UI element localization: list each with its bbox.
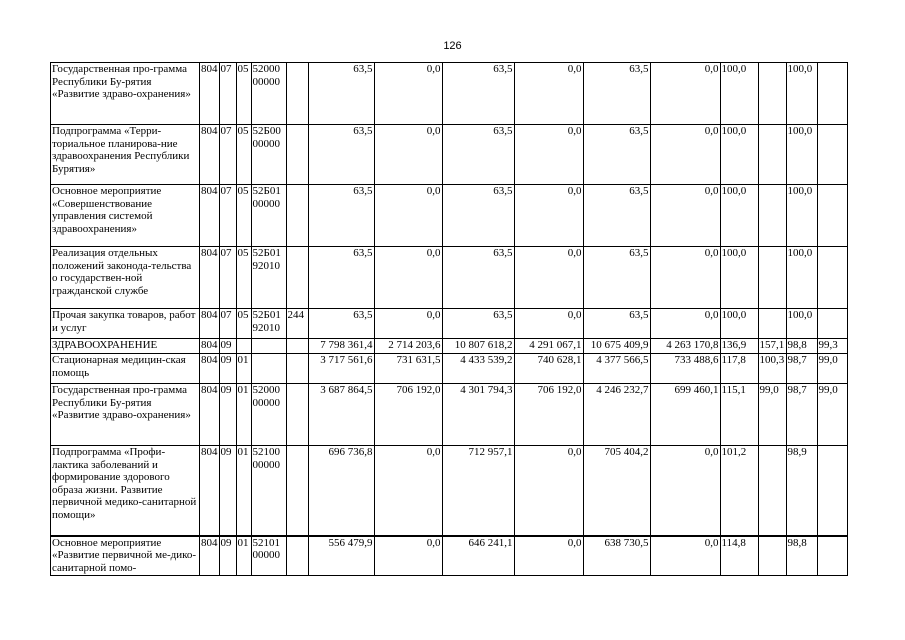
percent-1: 100,0 [720, 125, 758, 185]
ved-code: 804 [200, 446, 220, 536]
value-6: 0,0 [650, 247, 720, 309]
value-6: 0,0 [650, 536, 720, 576]
value-3: 646 241,1 [442, 536, 514, 576]
target-article-code [251, 354, 286, 384]
row-name: Основное мероприятие «Развитие первичной ме-дико-санитарной помо- [51, 536, 200, 576]
percent-4 [817, 185, 847, 247]
value-5: 63,5 [583, 125, 650, 185]
expense-type-code [286, 354, 308, 384]
row-name: Основное мероприятие «Совершенствование управления системой здравоохранения» [51, 185, 200, 247]
table-body [51, 63, 848, 576]
percent-2 [758, 536, 786, 576]
expense-type-code [286, 247, 308, 309]
row-name: Стационарная медицин-ская помощь [51, 354, 200, 384]
percent-1: 117,8 [720, 354, 758, 384]
value-2: 731 631,5 [374, 354, 442, 384]
value-1: 63,5 [308, 63, 374, 125]
value-2: 0,0 [374, 446, 442, 536]
percent-3: 100,0 [786, 309, 817, 339]
value-6: 0,0 [650, 446, 720, 536]
expense-type-code [286, 384, 308, 446]
expense-type-code [286, 536, 308, 576]
section-code: 09 [219, 536, 236, 576]
value-3: 63,5 [442, 247, 514, 309]
value-2: 0,0 [374, 63, 442, 125]
value-5: 4 246 232,7 [583, 384, 650, 446]
value-4: 0,0 [514, 247, 583, 309]
percent-2: 99,0 [758, 384, 786, 446]
table-row [51, 125, 848, 185]
table-row [51, 536, 848, 576]
percent-4 [817, 125, 847, 185]
value-6: 4 263 170,8 [650, 339, 720, 354]
value-2: 706 192,0 [374, 384, 442, 446]
row-name: Прочая закупка товаров, работ и услуг [51, 309, 200, 339]
ved-code: 804 [200, 63, 220, 125]
target-article-code: 52101 00000 [251, 536, 286, 576]
subsection-code: 05 [236, 309, 251, 339]
table-row [51, 63, 848, 125]
subsection-code: 01 [236, 354, 251, 384]
value-3: 63,5 [442, 185, 514, 247]
percent-3: 100,0 [786, 185, 817, 247]
row-name: Подпрограмма «Терри-ториальное планирова-ние здравоохранения Республики Бурятия» [51, 125, 200, 185]
percent-2 [758, 446, 786, 536]
section-code: 09 [219, 339, 236, 354]
ved-code: 804 [200, 354, 220, 384]
percent-2 [758, 125, 786, 185]
value-5: 705 404,2 [583, 446, 650, 536]
section-code: 09 [219, 354, 236, 384]
value-5: 4 377 566,5 [583, 354, 650, 384]
row-name: ЗДРАВООХРАНЕНИЕ [51, 339, 200, 354]
ved-code: 804 [200, 125, 220, 185]
expense-type-code [286, 125, 308, 185]
percent-4 [817, 309, 847, 339]
percent-3: 98,9 [786, 446, 817, 536]
section-code: 09 [219, 384, 236, 446]
subsection-code: 05 [236, 185, 251, 247]
percent-1: 100,0 [720, 63, 758, 125]
percent-3: 98,7 [786, 354, 817, 384]
section-code: 07 [219, 185, 236, 247]
budget-table [50, 62, 848, 576]
percent-1: 136,9 [720, 339, 758, 354]
value-4: 0,0 [514, 63, 583, 125]
value-6: 699 460,1 [650, 384, 720, 446]
subsection-code: 01 [236, 536, 251, 576]
row-name: Реализация отдельных положений законода-тельства о государствен-ной гражданской службе [51, 247, 200, 309]
percent-1: 114,8 [720, 536, 758, 576]
value-5: 10 675 409,9 [583, 339, 650, 354]
target-article-code: 52100 00000 [251, 446, 286, 536]
row-name: Государственная про-грамма Республики Бу-рятия «Развитие здраво-охранения» [51, 384, 200, 446]
value-1: 3 717 561,6 [308, 354, 374, 384]
value-1: 63,5 [308, 185, 374, 247]
value-1: 696 736,8 [308, 446, 374, 536]
value-4: 0,0 [514, 309, 583, 339]
subsection-code: 05 [236, 247, 251, 309]
target-article-code: 52000 00000 [251, 384, 286, 446]
ved-code: 804 [200, 536, 220, 576]
table-row [51, 339, 848, 354]
value-2: 0,0 [374, 247, 442, 309]
percent-3: 98,7 [786, 384, 817, 446]
value-1: 7 798 361,4 [308, 339, 374, 354]
value-3: 4 301 794,3 [442, 384, 514, 446]
subsection-code: 01 [236, 446, 251, 536]
percent-1: 115,1 [720, 384, 758, 446]
percent-3: 98,8 [786, 536, 817, 576]
value-2: 0,0 [374, 309, 442, 339]
section-code: 09 [219, 446, 236, 536]
section-code: 07 [219, 125, 236, 185]
percent-1: 100,0 [720, 247, 758, 309]
table-row [51, 384, 848, 446]
value-6: 0,0 [650, 63, 720, 125]
value-4: 4 291 067,1 [514, 339, 583, 354]
value-4: 0,0 [514, 536, 583, 576]
percent-3: 100,0 [786, 63, 817, 125]
table-row [51, 354, 848, 384]
ved-code: 804 [200, 339, 220, 354]
value-3: 10 807 618,2 [442, 339, 514, 354]
page-number: 126 [443, 40, 462, 52]
ved-code: 804 [200, 384, 220, 446]
value-3: 63,5 [442, 309, 514, 339]
value-5: 63,5 [583, 185, 650, 247]
target-article-code: 52000 00000 [251, 63, 286, 125]
expense-type-code [286, 446, 308, 536]
value-4: 0,0 [514, 446, 583, 536]
value-1: 63,5 [308, 247, 374, 309]
percent-4 [817, 536, 847, 576]
percent-3: 100,0 [786, 247, 817, 309]
row-name: Государственная про-грамма Республики Бу-рятия «Развитие здраво-охранения» [51, 63, 200, 125]
value-1: 556 479,9 [308, 536, 374, 576]
section-code: 07 [219, 247, 236, 309]
value-5: 63,5 [583, 63, 650, 125]
percent-4: 99,0 [817, 384, 847, 446]
value-4: 0,0 [514, 185, 583, 247]
value-3: 4 433 539,2 [442, 354, 514, 384]
target-article-code: 52Б00 00000 [251, 125, 286, 185]
percent-2: 100,3 [758, 354, 786, 384]
value-3: 712 957,1 [442, 446, 514, 536]
value-1: 63,5 [308, 125, 374, 185]
expense-type-code [286, 185, 308, 247]
target-article-code: 52Б01 92010 [251, 309, 286, 339]
value-5: 63,5 [583, 309, 650, 339]
value-3: 63,5 [442, 125, 514, 185]
table-row [51, 185, 848, 247]
percent-1: 101,2 [720, 446, 758, 536]
value-4: 740 628,1 [514, 354, 583, 384]
subsection-code: 05 [236, 125, 251, 185]
percent-4: 99,0 [817, 354, 847, 384]
subsection-code: 01 [236, 384, 251, 446]
percent-4 [817, 63, 847, 125]
row-name: Подпрограмма «Профи-лактика заболеваний и формирование здорового образа жизни. Развитие первичной медико-санитарной помощи» [51, 446, 200, 536]
percent-2 [758, 247, 786, 309]
percent-4 [817, 446, 847, 536]
section-code: 07 [219, 63, 236, 125]
percent-3: 100,0 [786, 125, 817, 185]
percent-3: 98,8 [786, 339, 817, 354]
value-2: 0,0 [374, 125, 442, 185]
percent-2 [758, 309, 786, 339]
value-6: 0,0 [650, 125, 720, 185]
ved-code: 804 [200, 185, 220, 247]
value-1: 63,5 [308, 309, 374, 339]
ved-code: 804 [200, 247, 220, 309]
percent-2 [758, 185, 786, 247]
value-2: 0,0 [374, 185, 442, 247]
value-6: 0,0 [650, 185, 720, 247]
percent-2 [758, 63, 786, 125]
table-row [51, 446, 848, 536]
target-article-code: 52Б01 92010 [251, 247, 286, 309]
percent-1: 100,0 [720, 185, 758, 247]
value-2: 2 714 203,6 [374, 339, 442, 354]
subsection-code: 05 [236, 63, 251, 125]
ved-code: 804 [200, 309, 220, 339]
target-article-code [251, 339, 286, 354]
table-row [51, 247, 848, 309]
expense-type-code [286, 63, 308, 125]
value-6: 733 488,6 [650, 354, 720, 384]
value-1: 3 687 864,5 [308, 384, 374, 446]
target-article-code: 52Б01 00000 [251, 185, 286, 247]
section-code: 07 [219, 309, 236, 339]
percent-2: 157,1 [758, 339, 786, 354]
expense-type-code [286, 339, 308, 354]
table-row [51, 309, 848, 339]
expense-type-code: 244 [286, 309, 308, 339]
subsection-code [236, 339, 251, 354]
value-3: 63,5 [442, 63, 514, 125]
value-2: 0,0 [374, 536, 442, 576]
percent-4: 99,3 [817, 339, 847, 354]
percent-4 [817, 247, 847, 309]
value-4: 706 192,0 [514, 384, 583, 446]
value-6: 0,0 [650, 309, 720, 339]
percent-1: 100,0 [720, 309, 758, 339]
value-5: 63,5 [583, 247, 650, 309]
value-5: 638 730,5 [583, 536, 650, 576]
value-4: 0,0 [514, 125, 583, 185]
